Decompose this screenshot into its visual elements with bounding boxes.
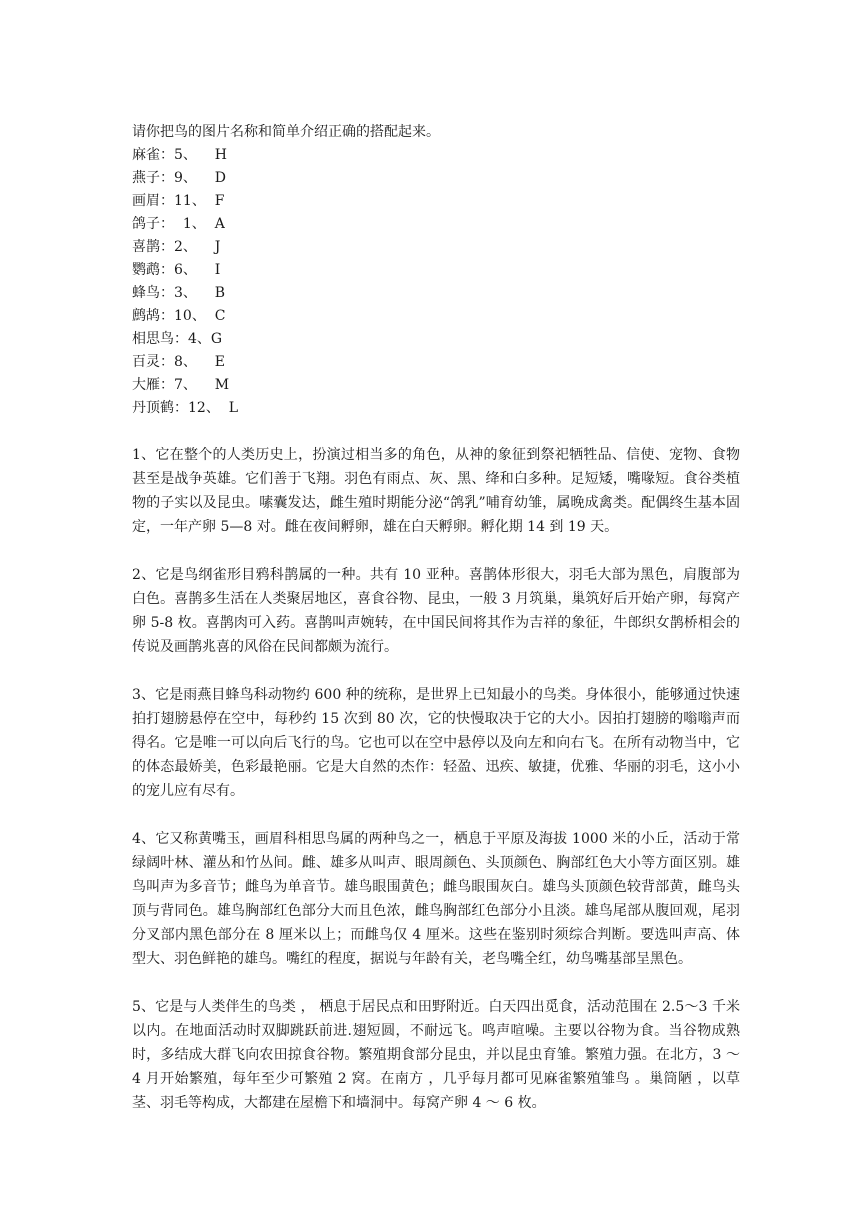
description-paragraph: 4、它又称黄嘴玉，画眉科相思鸟属的两种鸟之一，栖息于平原及海拔 1000 米的小丘，活动于常绿阔叶林、灌丛和竹丛间。雌、雄多从叫声、眼周颜色、头顶颜色、胸部红色大小等方面区别。雄鸟叫声为多音节；雌鸟为单音节。雄鸟眼围黄色；雌鸟眼围灰白。雄鸟头顶颜色较背部黄，雌鸟头顶与背同色。雄鸟胸部红色部分大而且色浓，雌鸟胸部红色部分小且淡。雄鸟尾部从腹回观，尾羽分叉部内黑色部分在 8 厘米以上；而雌鸟仅 4 厘米。这些在鉴别时须综合判断。要选叫声高、体型大、羽色鲜艳的雄鸟。嘴红的程度，据说与年龄有关，老鸟嘴全红，幼鸟嘴基部呈黑色。 bbox=[132, 831, 740, 967]
answer-item: 鸽子： 1、 A bbox=[132, 216, 225, 232]
answer-item: 相思鸟：4、G bbox=[132, 331, 223, 347]
answer-item: 鹧鸪：10、 C bbox=[132, 308, 226, 324]
description-section bbox=[132, 443, 740, 1115]
answer-item: 喜鹊：2、 J bbox=[132, 239, 221, 255]
answer-item: 鹦鹉：6、 I bbox=[132, 262, 221, 278]
description-paragraph: 2、它是鸟纲雀形目鸦科鹊属的一种。共有 10 亚种。喜鹊体形很大，羽毛大部为黑色，肩腹部为白色。喜鹊多生活在人类聚居地区，喜食谷物、昆虫，一般 3 月筑巢，巢筑好后开始产卵，每窝产卵 5-8 枚。喜鹊肉可入药。喜鹊叫声婉转，在中国民间将其作为吉祥的象征，牛郎织女鹊桥相会的传说及画鹊兆喜的风俗在民间都颇为流行。 bbox=[132, 567, 740, 655]
answer-item: 蜂鸟：3、 B bbox=[132, 285, 225, 301]
answer-item: 丹顶鹤：12、 L bbox=[132, 400, 239, 416]
answer-item: 画眉：11、 F bbox=[132, 193, 225, 209]
answer-item: 麻雀：5、 H bbox=[132, 147, 227, 163]
description-paragraph: 3、它是雨燕目蜂鸟科动物约 600 种的统称，是世界上已知最小的鸟类。身体很小，能够通过快速拍打翅膀悬停在空中，每秒约 15 次到 80 次，它的快慢取决于它的大小。因拍打翅膀的嗡嗡声而得名。它是唯一可以向后飞行的鸟。它也可以在空中悬停以及向左和向右飞。在所有动物当中，它的体态最娇美，色彩最艳丽。它是大自然的杰作：轻盈、迅疾、敏捷，优雅、华丽的羽毛，这小小的宠儿应有尽有。 bbox=[132, 687, 740, 799]
answer-item: 大雁：7、 M bbox=[132, 377, 230, 393]
document-page bbox=[132, 121, 740, 1139]
answer-list bbox=[132, 144, 740, 420]
description-paragraph: 5、它是与人类伴生的鸟类 ， 栖息于居民点和田野附近。白天四出觅食，活动范围在 2.5～3 千米以内。在地面活动时双脚跳跃前进.翅短圆，不耐远飞。鸣声喧噪。主要以谷物为食。当谷物成熟时，多结成大群飞向农田掠食谷物。繁殖期食部分昆虫，并以昆虫育雏。繁殖力强。在北方，3 ～4 月开始繁殖，每年至少可繁殖 2 窝。在南方 ，几乎每月都可见麻雀繁殖雏鸟 。巢筒陋 ，以草茎、羽毛等构成，大都建在屋檐下和墙洞中。每窝产卵 4 ～ 6 枚。 bbox=[132, 999, 740, 1111]
answer-item: 百灵：8、 E bbox=[132, 354, 225, 370]
description-paragraph: 1、它在整个的人类历史上，扮演过相当多的角色，从神的象征到祭祀牺牲品、信使、宠物、食物甚至是战争英雄。它们善于飞翔。羽色有雨点、灰、黑、绛和白多种。足短矮，嘴喙短。食谷类植物的子实以及昆虫。嗉囊发达，雌生殖时期能分泌“鸽乳”哺育幼雏，属晚成禽类。配偶终生基本固定，一年产卵 5—8 对。雌在夜间孵卵，雄在白天孵卵。孵化期 14 到 19 天。 bbox=[132, 447, 740, 535]
instruction-text: 请你把鸟的图片名称和简单介绍正确的搭配起来。 bbox=[132, 124, 440, 140]
answer-item: 燕子：9、 D bbox=[132, 170, 226, 186]
